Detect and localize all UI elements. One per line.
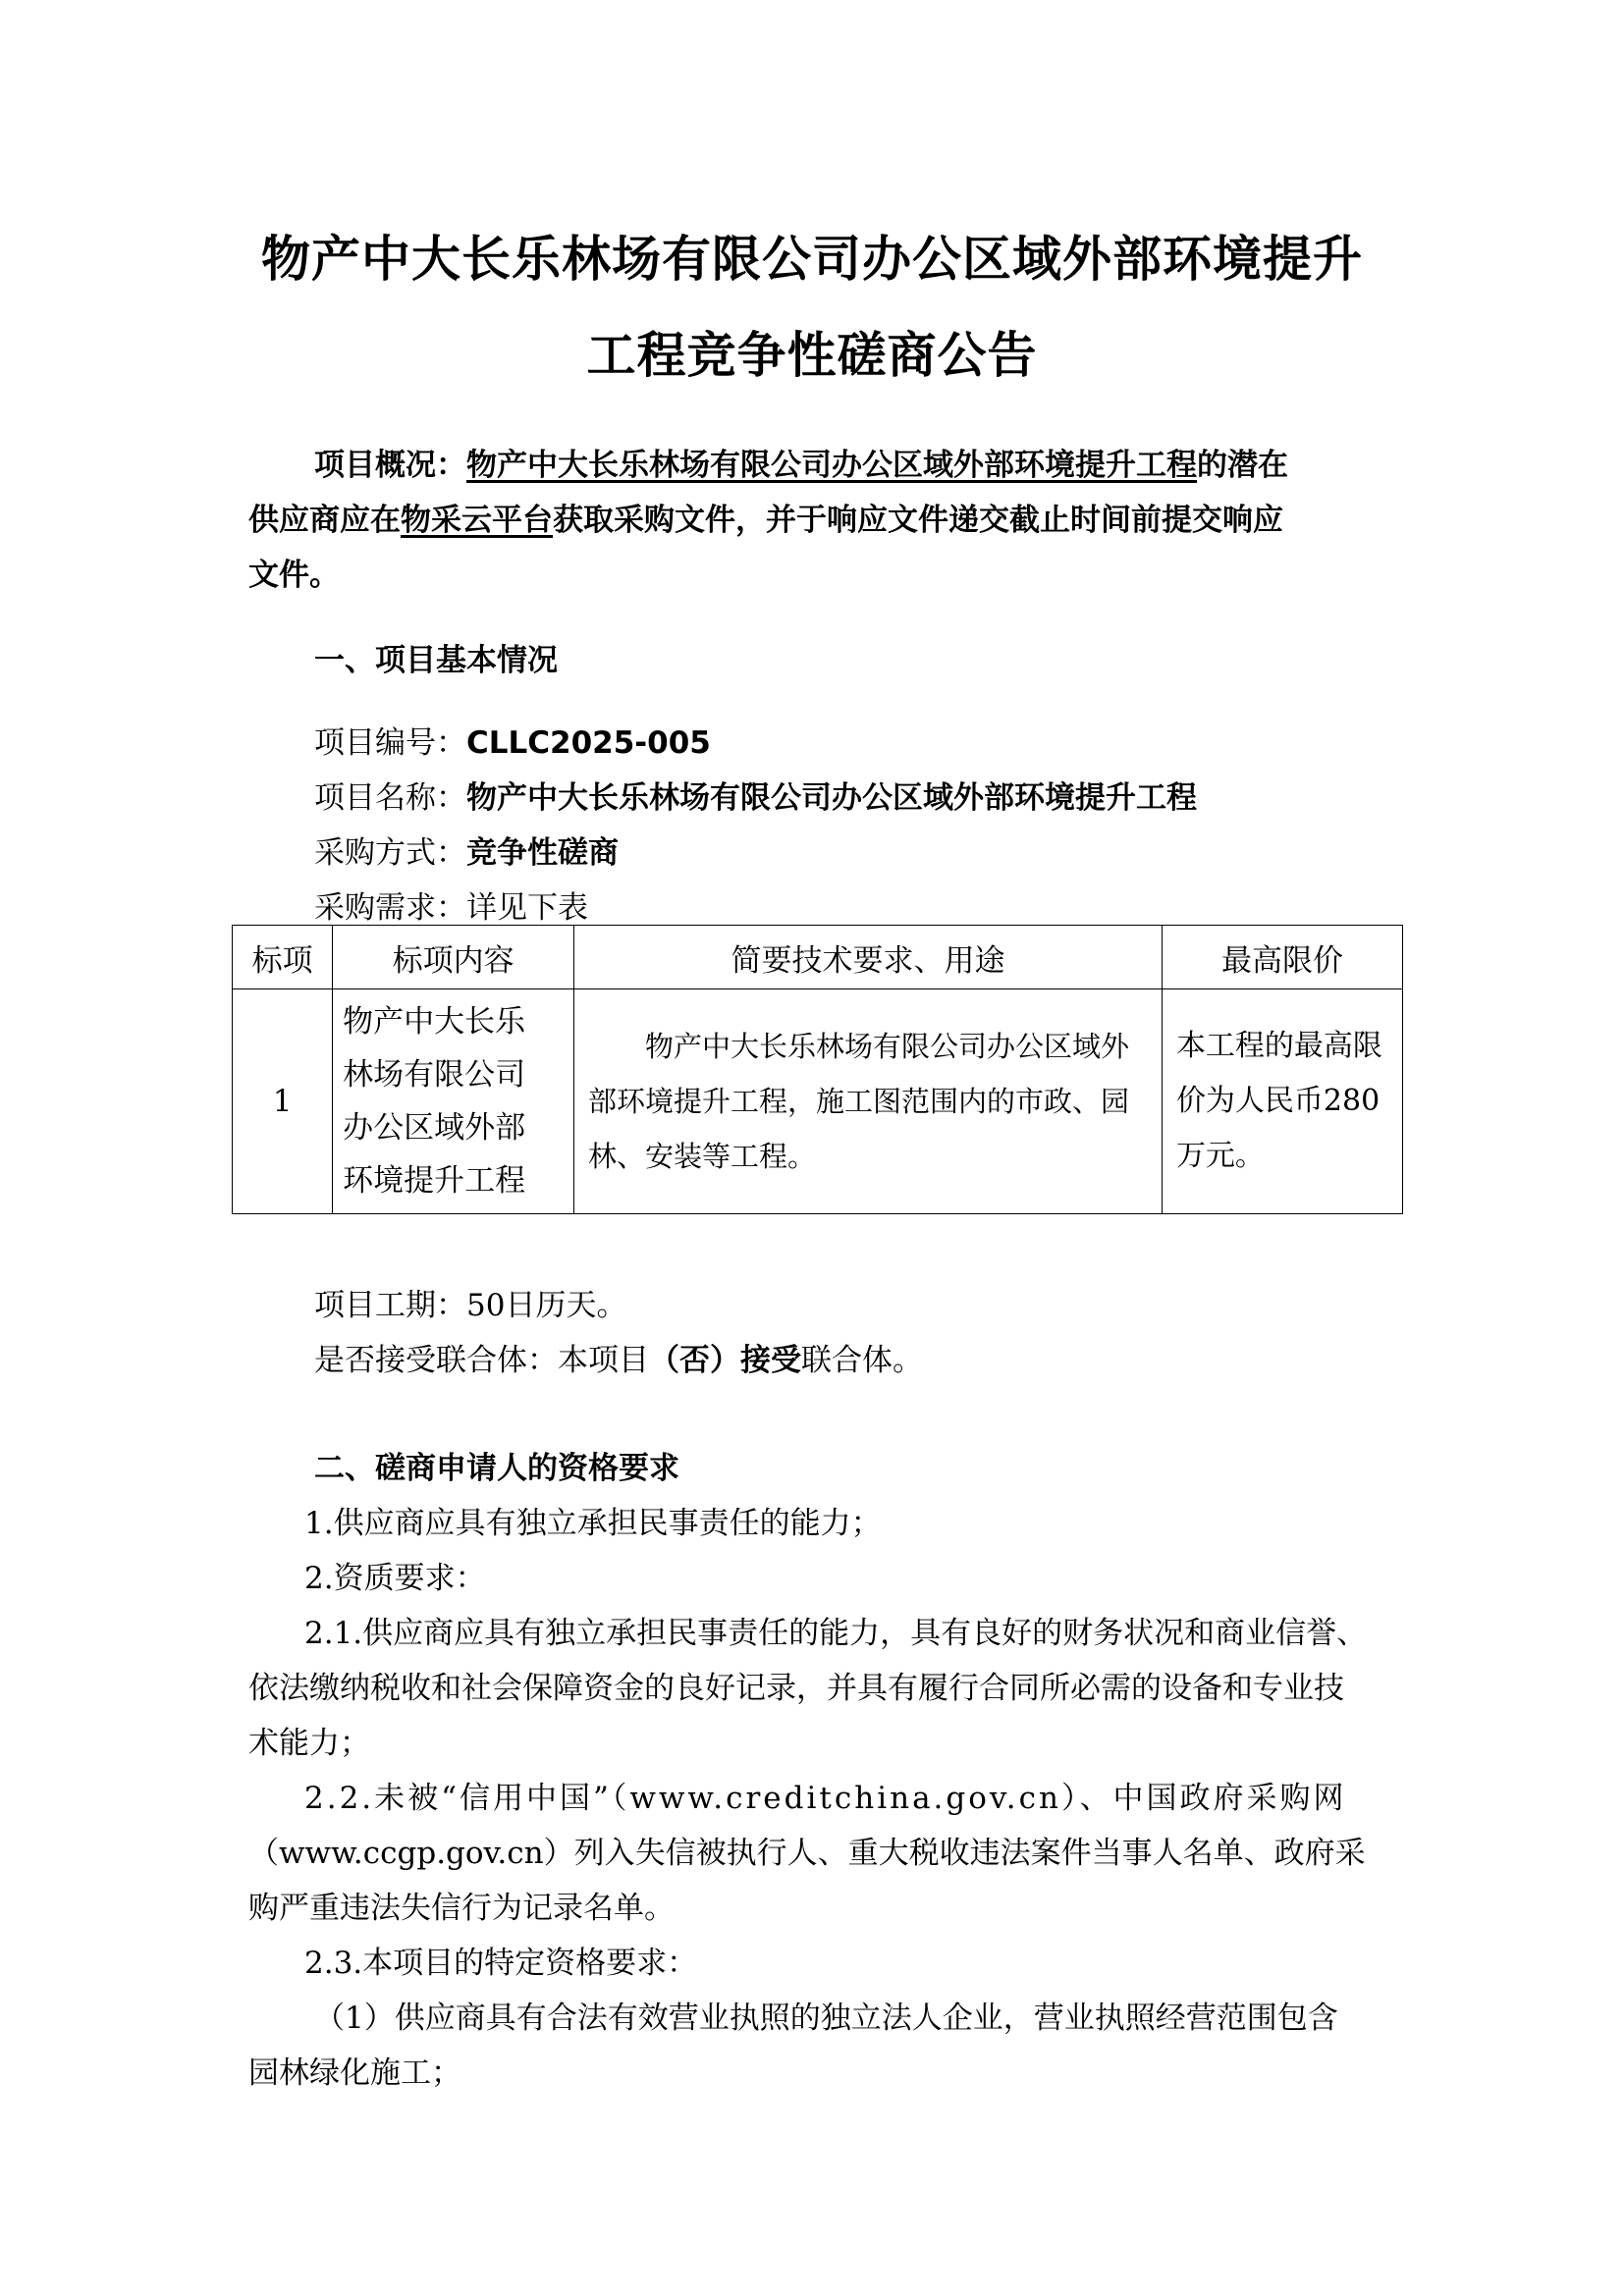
section1-heading: 一、项目基本情况 <box>314 643 558 678</box>
project-name-label: 项目名称： <box>314 780 466 816</box>
overview-text: 获取采购文件，并于响应文件递交截止时间前提交响应 <box>553 503 1283 538</box>
qualification-item-2: 2.资质要求： <box>304 1561 486 1596</box>
table-cell-item: 1 <box>233 989 333 1214</box>
project-period: 项目工期：50日历天。 <box>314 1288 627 1323</box>
qualification-item-2-2-line2: （www.ccgp.gov.cn）列入失信被执行人、重大税收违法案件当事人名单、政府采 <box>248 1836 1366 1871</box>
requirements-table <box>232 925 1403 1214</box>
section2-heading: 二、磋商申请人的资格要求 <box>314 1451 679 1486</box>
qualification-item-2-1-line1: 2.1.供应商应具有独立承担民事责任的能力，具有良好的财务状况和商业信誉、 <box>304 1616 1368 1651</box>
table-header-item: 标项 <box>233 926 333 989</box>
document-title-line1: 物产中大长乐林场有限公司办公区域外部环境提升 <box>261 231 1363 288</box>
table-header-content: 标项内容 <box>333 926 574 989</box>
overview-line3: 文件。 <box>248 558 340 593</box>
table-cell-price: 本工程的最高限价为人民币280万元。 <box>1162 989 1402 1214</box>
overview-line1 <box>314 440 1288 484</box>
table-header-requirement: 简要技术要求、用途 <box>574 926 1163 989</box>
qualification-item-1: 1.供应商应具有独立承担民事责任的能力； <box>304 1506 882 1541</box>
project-name <box>314 773 1197 817</box>
overview-line2 <box>248 495 1283 539</box>
qualification-item-2-3-1-line2: 园林绿化施工； <box>248 2056 461 2091</box>
qualification-item-2-1-line3: 术能力； <box>248 1726 370 1761</box>
table-header-row <box>233 926 1403 989</box>
procurement-demand-label: 采购需求： <box>314 890 466 926</box>
table-cell-content-line: 林场有限公司 <box>343 1057 526 1093</box>
qualification-item-2-2-line3: 购严重违法失信行为记录名单。 <box>248 1891 675 1926</box>
qualification-item-2-2-line1: 2.2.未被“信用中国”（www.creditchina.gov.cn）、中国政府采购网 <box>304 1781 1347 1816</box>
qualification-item-2-3: 2.3.本项目的特定资格要求： <box>304 1946 698 1981</box>
qualification-item-2-3-1-line1: （1）供应商具有合法有效营业执照的独立法人企业，营业执照经营范围包含 <box>314 2001 1338 2036</box>
table-cell-requirement: 物产中大长乐林场有限公司办公区域外部环境提升工程，施工图范围内的市政、园林、安装等工程。 <box>574 989 1163 1214</box>
overview-project-name: 物产中大长乐林场有限公司办公区域外部环境提升工程 <box>466 448 1197 483</box>
table-cell-content-line: 办公区域外部 <box>343 1110 526 1146</box>
document-title-line2: 工程竞争性磋商公告 <box>586 327 1038 384</box>
table-cell-content <box>333 989 574 1214</box>
consortium <box>314 1335 923 1379</box>
overview-text: 供应商应在 <box>248 503 401 538</box>
qualification-item-2-1-line2: 依法缴纳税收和社会保障资金的良好记录，并具有履行合同所必需的设备和专业技 <box>248 1671 1344 1706</box>
table-cell-content-line: 物产中大长乐 <box>343 1004 526 1040</box>
project-number <box>314 718 711 762</box>
consortium-choice: （否）接受 <box>649 1343 801 1378</box>
table-row <box>233 989 1403 1214</box>
project-number-value: CLLC2025-005 <box>466 725 711 761</box>
project-name-value: 物产中大长乐林场有限公司办公区域外部环境提升工程 <box>466 780 1197 816</box>
consortium-suffix: 联合体。 <box>801 1343 923 1378</box>
table-header-price: 最高限价 <box>1162 926 1402 989</box>
project-number-label: 项目编号： <box>314 725 466 761</box>
overview-platform: 物采云平台 <box>401 503 553 538</box>
table-cell-content-line: 环境提升工程 <box>343 1163 526 1199</box>
overview-text: 的潜在 <box>1197 448 1288 483</box>
consortium-prefix: 是否接受联合体：本项目 <box>314 1343 649 1378</box>
procurement-method-value: 竞争性磋商 <box>466 835 619 871</box>
overview-prefix: 项目概况： <box>314 448 466 483</box>
procurement-method <box>314 828 619 872</box>
procurement-demand <box>314 882 588 927</box>
procurement-method-label: 采购方式： <box>314 835 466 871</box>
procurement-demand-value: 详见下表 <box>466 890 588 926</box>
